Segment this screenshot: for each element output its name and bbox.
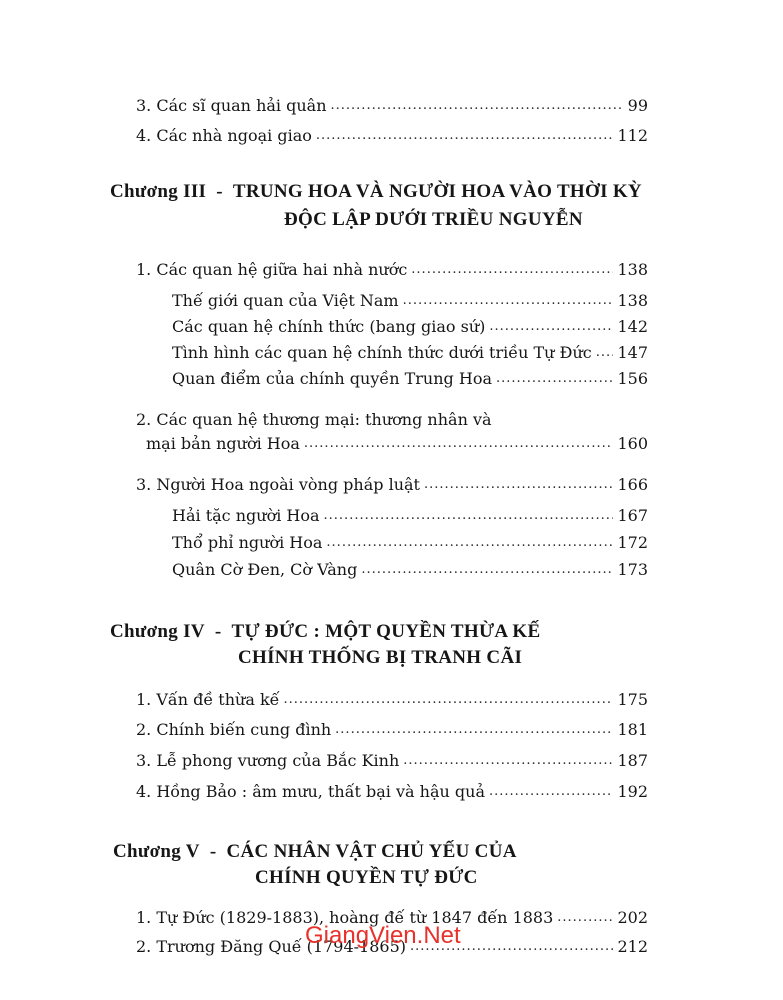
chapter-heading xyxy=(110,180,642,204)
entry-title-line1: 2. Các quan hệ thương mại: thương nhân và xyxy=(136,410,492,429)
entry-title: Hải tặc người Hoa xyxy=(172,506,320,525)
toc-entry xyxy=(136,684,648,710)
entry-title: Tình hình các quan hệ chính thức dưới triều Tự Đức xyxy=(172,343,592,362)
page-number: 167 xyxy=(617,506,648,525)
page-number: 138 xyxy=(617,291,648,310)
chapter-label: Chương IV xyxy=(110,621,205,642)
dot-leader xyxy=(304,434,614,454)
dot-leader xyxy=(316,126,614,146)
page-number: 112 xyxy=(617,126,648,145)
dot-leader xyxy=(489,782,613,802)
dot-leader xyxy=(557,908,613,928)
dot-leader xyxy=(326,533,613,553)
chapter-heading xyxy=(110,620,540,644)
page-number: 212 xyxy=(617,937,648,956)
toc-entry xyxy=(136,120,648,146)
dot-leader xyxy=(324,506,614,526)
page-number: 166 xyxy=(617,475,648,494)
toc-subentry xyxy=(172,311,648,337)
toc-subentry xyxy=(172,527,648,553)
entry-title: 2. Chính biến cung đình xyxy=(136,720,332,739)
chapter-title-line2: ĐỘC LẬP DƯỚI TRIỀU NGUYỄN xyxy=(284,209,583,230)
dot-leader xyxy=(496,369,613,389)
page-number: 202 xyxy=(617,908,648,927)
chapter-heading xyxy=(113,840,517,864)
chapter-dash: - xyxy=(209,841,217,862)
toc-entry xyxy=(136,714,648,740)
entry-title: mại bản người Hoa xyxy=(146,434,300,453)
entry-title: 3. Lễ phong vương của Bắc Kinh xyxy=(136,751,400,770)
chapter-title-line2: CHÍNH QUYỀN TỰ ĐỨC xyxy=(255,867,478,888)
toc-subentry xyxy=(172,337,648,363)
toc-entry xyxy=(146,428,648,454)
toc-entry xyxy=(136,254,648,280)
chapter-title-line1: CÁC NHÂN VẬT CHỦ YẾU CỦA xyxy=(226,841,517,862)
toc-entry xyxy=(136,90,648,116)
entry-title: 3. Người Hoa ngoài vòng pháp luật xyxy=(136,475,420,494)
entry-title: 1. Tự Đức (1829-1883), hoàng đế từ 1847 đến 1883 xyxy=(136,908,554,927)
entry-title: 4. Hồng Bảo : âm mưu, thất bại và hậu quả xyxy=(136,782,485,801)
entry-title: Thế giới quan của Việt Nam xyxy=(172,291,399,310)
page-number: 192 xyxy=(617,782,648,801)
chapter-title-line1: TRUNG HOA VÀ NGƯỜI HOA VÀO THỜI KỲ xyxy=(232,181,642,202)
entry-title: 3. Các sĩ quan hải quân xyxy=(136,96,327,115)
toc-subentry xyxy=(172,554,648,580)
page-number: 138 xyxy=(617,260,648,279)
dot-leader xyxy=(411,260,613,280)
dot-leader xyxy=(489,317,613,337)
dot-leader xyxy=(596,343,614,363)
toc-subentry xyxy=(172,500,648,526)
entry-title: 4. Các nhà ngoại giao xyxy=(136,126,312,145)
chapter-label: Chương V xyxy=(113,841,200,862)
toc-entry xyxy=(136,776,648,802)
entry-title: 2. Trương Đăng Quế (1794-1865) xyxy=(136,937,407,956)
dot-leader xyxy=(361,560,613,580)
dot-leader xyxy=(335,720,613,740)
dot-leader xyxy=(403,751,613,771)
entry-title: Quân Cờ Đen, Cờ Vàng xyxy=(172,560,358,579)
page-number: 187 xyxy=(617,751,648,770)
toc-entry xyxy=(136,745,648,771)
toc-entry xyxy=(136,469,648,495)
entry-title: 1. Vấn đề thừa kế xyxy=(136,690,280,709)
toc-subentry xyxy=(172,363,648,389)
dot-leader xyxy=(403,291,614,311)
page-number: 147 xyxy=(617,343,648,362)
chapter-title-line2: CHÍNH THỐNG BỊ TRANH CÃI xyxy=(238,647,523,668)
entry-title: Quan điểm của chính quyền Trung Hoa xyxy=(172,369,492,388)
page-number: 156 xyxy=(617,369,648,388)
entry-title: Thổ phỉ người Hoa xyxy=(172,533,323,552)
chapter-title-line1: TỰ ĐỨC : MỘT QUYỀN THỪA KẾ xyxy=(231,621,541,642)
dot-leader xyxy=(283,690,613,710)
entry-title: Các quan hệ chính thức (bang giao sứ) xyxy=(172,317,486,336)
dot-leader xyxy=(424,475,613,495)
page-number: 160 xyxy=(617,434,648,453)
dot-leader xyxy=(331,96,624,116)
toc-subentry xyxy=(172,285,648,311)
page-number: 175 xyxy=(617,690,648,709)
chapter-dash: - xyxy=(214,621,222,642)
chapter-label: Chương III xyxy=(110,181,207,202)
entry-title: 1. Các quan hệ giữa hai nhà nước xyxy=(136,260,408,279)
page-number: 99 xyxy=(627,96,648,115)
watermark: GiangVien.Net xyxy=(305,922,461,949)
page-number: 172 xyxy=(617,533,648,552)
page-number: 181 xyxy=(617,720,648,739)
chapter-dash: - xyxy=(216,181,223,202)
page-number: 142 xyxy=(617,317,648,336)
page-number: 173 xyxy=(617,560,648,579)
